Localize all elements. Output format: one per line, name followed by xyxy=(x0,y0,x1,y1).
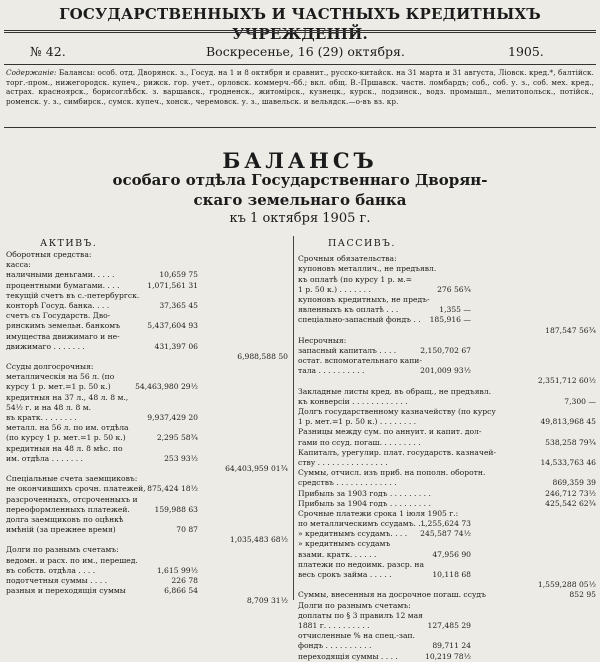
row-subtotal: 276 56¾ xyxy=(437,284,471,294)
balance-row xyxy=(298,611,596,621)
balance-row xyxy=(298,427,596,437)
row-subtotal: 245,587 74½ xyxy=(420,529,471,539)
row-subtotal: 226 78 xyxy=(171,576,198,585)
row-label: къ конверсіи . . . . . . . . . . . . xyxy=(298,396,408,406)
row-label: Прибыль за 1904 годъ . . . . . . . . . xyxy=(298,498,431,508)
row-label: процентными бумагами. . . . xyxy=(6,280,120,290)
column-divider xyxy=(293,236,294,600)
row-total: 187,547 56¾ xyxy=(545,325,596,335)
row-subtotal: 54,463,980 29½ xyxy=(135,382,198,392)
aktiv-column xyxy=(6,250,288,607)
balance-date: къ 1 октября 1905 г. xyxy=(229,211,371,226)
row-subtotal: 431,397 06 xyxy=(154,341,198,351)
row-label: Срочныя обязательства: xyxy=(298,254,397,264)
row-label: кредитныя на 48 л. 8 мѣс. по xyxy=(6,443,123,453)
row-label: остат. вспомогательнаго капи- xyxy=(298,356,422,366)
balance-row xyxy=(298,621,596,631)
balance-row xyxy=(298,244,596,254)
balance-row xyxy=(6,403,288,413)
row-label: платежи по недоимк. разср. на xyxy=(298,559,425,569)
aktiv-heading: АКТИВЪ. xyxy=(40,238,98,249)
row-subtotal: 1,355 — xyxy=(439,305,471,315)
row-subtotal: 37,365 45 xyxy=(159,300,198,310)
balance-row xyxy=(6,576,288,586)
balance-row xyxy=(6,484,288,494)
row-label: спеціально-запасный фондъ . . xyxy=(298,315,421,325)
row-label: конторѣ Госуд. банка. . . . xyxy=(6,300,110,310)
balance-title: БАЛАНСЪ xyxy=(222,148,378,173)
row-total: 14,533,763 46 xyxy=(540,457,596,467)
balance-row xyxy=(6,413,288,423)
row-label: (по курсу 1 р. мет.=1 р. 50 к.) xyxy=(6,433,126,443)
balance-row xyxy=(6,311,288,321)
row-label: Закладные листы кред. въ обращ., не предъявл. xyxy=(298,386,491,396)
balance-row xyxy=(6,362,288,372)
issue-rule xyxy=(4,64,596,65)
row-label: касса: xyxy=(6,260,31,270)
row-label: ству . . . . . . . . . . . . . . . xyxy=(298,457,388,467)
row-label: Долги по разнымъ счетамъ: xyxy=(6,545,119,555)
row-label: подотчетныя суммы . . . . xyxy=(6,576,107,585)
contents-rule xyxy=(4,127,596,128)
row-label: им. отдѣла . . . . . . . xyxy=(6,453,83,463)
balance-row xyxy=(6,281,288,291)
row-label: курсу 1 р. мет.=1 р. 50 к.) xyxy=(6,382,111,392)
balance-row xyxy=(6,566,288,576)
balance-row xyxy=(298,438,596,448)
row-subtotal: 253 93½ xyxy=(164,453,198,463)
row-label: переходящія суммы . . . . xyxy=(298,651,398,661)
balance-row xyxy=(298,560,596,570)
row-subtotal: 9,937,429 20 xyxy=(147,413,198,422)
row-label: не окончившихъ срочн. платежей, xyxy=(6,484,146,494)
balance-subtitle-line1: особаго отдѣла Государственнаго Дворян- xyxy=(112,171,488,189)
balance-row xyxy=(6,433,288,443)
issue-year: 1905. xyxy=(508,44,544,59)
row-label: тала . . . . . . . . . . xyxy=(298,366,365,376)
balance-row xyxy=(298,601,596,611)
balance-row xyxy=(6,515,288,525)
row-label: купоновъ кредитныхъ, не предъ- xyxy=(298,294,430,304)
balance-row xyxy=(6,505,288,515)
row-label: 1 р. 50 к.) . . . . . . . xyxy=(298,284,371,294)
row-subtotal: 127,485 29 xyxy=(427,620,471,630)
row-label: доплаты по § 3 правилъ 12 мая xyxy=(298,610,423,620)
balance-row xyxy=(298,254,596,264)
balance-row xyxy=(298,295,596,305)
balance-subtitle-line2: скаго земельнаго банка xyxy=(193,191,407,209)
row-subtotal: 185,916 — xyxy=(429,315,471,325)
row-label: Срочные платежи срока 1 іюля 1905 г.: xyxy=(298,508,459,518)
row-label: Суммы, внесенныя на досрочное погаш. ссудъ xyxy=(298,590,486,600)
row-label: гами по ссуд. погаш. . . . . . . . . xyxy=(298,437,421,447)
balance-row xyxy=(298,356,596,366)
balance-row xyxy=(298,539,596,549)
row-label: по металлическимъ ссудамъ. . . xyxy=(298,519,426,529)
row-total: 7,300 — xyxy=(564,396,596,406)
row-total: 246,712 73½ xyxy=(545,488,596,498)
balance-row xyxy=(298,407,596,417)
row-label: фондъ . . . . . . . . . . xyxy=(298,641,372,651)
contents-label: Содержаніе: xyxy=(6,68,57,77)
row-label: металлическія на 56 л. (по xyxy=(6,372,115,382)
balance-row xyxy=(298,529,596,539)
row-subtotal: 10,659 75 xyxy=(159,270,198,280)
balance-row xyxy=(6,444,288,454)
row-label: запасный капиталъ . . . . xyxy=(298,345,397,355)
balance-row xyxy=(298,509,596,519)
row-label: разныя и переходящія суммы xyxy=(6,586,126,596)
issue-date: Воскресенье, 16 (29) октября. xyxy=(206,44,405,59)
row-label: Разницы между сум. по аннуит. и капит. дол- xyxy=(298,427,482,437)
row-label: ведомн. и расх. по им., перешед. xyxy=(6,555,138,565)
row-label: средствъ . . . . . . . . . . . . . xyxy=(298,478,397,488)
row-total: 1,559,288 05½ xyxy=(537,580,596,590)
row-label: металл. на 56 л. по им. отдѣла xyxy=(6,423,129,433)
row-label: Долгъ государственному казначейству (по курсу xyxy=(298,407,496,416)
row-subtotal: 1,071,561 31 xyxy=(147,280,198,290)
balance-row xyxy=(6,535,288,545)
row-label: отчисленные % на спец.-зап. xyxy=(298,631,415,641)
row-label: Оборотныя средства: xyxy=(6,250,92,259)
balance-row xyxy=(298,458,596,468)
balance-row xyxy=(298,326,596,336)
issue-number: № 42. xyxy=(30,44,66,59)
row-label: Долги по разнымъ счетамъ: xyxy=(298,600,411,610)
row-label: Суммы, отчисл. изъ приб. на пополн. оборотн. xyxy=(298,468,486,478)
row-label: Несрочныя: xyxy=(298,335,347,345)
balance-row xyxy=(298,387,596,397)
balance-row xyxy=(6,596,288,606)
row-subtotal: 201,009 93½ xyxy=(420,366,471,376)
passiv-column xyxy=(298,244,596,662)
row-total: 6,988,588 50 xyxy=(237,351,288,361)
row-total: 869,359 39 xyxy=(552,478,596,488)
row-label: кредитныя на 37 л., 48 л. 8 м., xyxy=(6,392,129,402)
balance-row xyxy=(6,352,288,362)
row-subtotal: 70 87 xyxy=(176,525,198,535)
contents-text: Балансы: особ. отд. Дворянск. з., Госуд. на 1 и 8 октября и сравнит., русско-китайск. на 31 марта и 31 августа, Лiовск. кред.*, балтійск. торг.-пром., нижегородск. купеч., рижск. гор. учет., орловск. коммерч.-бб.; вкл. общ. В.-Пршавск. частн. ломбардъ; соб., соб. у. з., соб. мех. кред., астрах. красноярск., борисоглѣбск. з. варшавск., гродненск., житомірск., кузнецк., курск., лодзинск., водз. промышл., мелитопольск., потійск., роменск. у. з., симбирск., сумск. купеч., хонск., черемовск. у. з., шавельск. и вельядск.—о-въ вз. кр. xyxy=(6,68,594,106)
row-subtotal: 6,866 54 xyxy=(164,586,198,596)
row-label: текущій счетъ въ с.-петербургск. xyxy=(6,290,140,300)
row-total: 852 95 xyxy=(569,590,596,600)
row-total: 538,258 79¾ xyxy=(545,437,596,447)
row-label: Ссуды долгосрочныя: xyxy=(6,362,94,372)
balance-row xyxy=(6,495,288,505)
passiv-heading: ПАССИВЪ. xyxy=(328,238,396,249)
balance-subtitle xyxy=(0,170,600,210)
row-label: переоформленныхъ платежей. xyxy=(6,504,130,514)
row-total: 425,542 62¾ xyxy=(545,498,596,508)
row-label: Прибыль за 1903 годъ . . . . . . . . . xyxy=(298,488,431,498)
masthead: ГОСУДАРСТВЕННЫХЪ И ЧАСТНЫХЪ КРЕДИТНЫХЪ УЧРЕЖДЕНІЙ. xyxy=(59,5,541,43)
row-subtotal: 159,988 63 xyxy=(154,504,198,514)
balance-row xyxy=(298,489,596,499)
balance-row xyxy=(298,468,596,478)
row-label: разсроченныхъ, отсроченныхъ и xyxy=(6,494,138,504)
row-subtotal: 2,150,702 67 xyxy=(420,345,471,355)
masthead-rule xyxy=(4,30,596,31)
balance-row xyxy=(298,315,596,325)
balance-row xyxy=(6,393,288,403)
row-label: наличными деньгами. . . . . xyxy=(6,270,115,280)
row-subtotal: 5,437,604 93 xyxy=(147,321,198,331)
balance-row xyxy=(6,321,288,331)
balance-row xyxy=(298,264,596,274)
balance-row xyxy=(6,332,288,342)
row-subtotal: 10,219 78½ xyxy=(424,651,471,661)
balance-row xyxy=(6,474,288,484)
row-label: въ собств. отдѣла . . . . xyxy=(6,565,96,575)
row-label: взами. кратк. . . . . . xyxy=(298,549,377,559)
row-label: движимаго . . . . . . . xyxy=(6,341,85,351)
balance-row xyxy=(6,586,288,596)
row-label: Капиталъ, урегулир. плат. государств. казначей- xyxy=(298,447,497,457)
balance-row xyxy=(298,285,596,295)
balance-row xyxy=(298,397,596,407)
row-total: 2,351,712 60½ xyxy=(537,376,596,386)
row-label: счетъ съ Государств. Дво- xyxy=(6,311,111,321)
balance-row xyxy=(298,590,596,600)
row-label: въ кратк. . . . . . . . xyxy=(6,413,77,422)
balance-row xyxy=(298,366,596,376)
balance-row xyxy=(6,342,288,352)
row-subtotal: 2,295 58¾ xyxy=(156,433,198,443)
row-label: явленныхъ къ оплатѣ . . . xyxy=(298,305,399,315)
row-total: 49,813,968 45 xyxy=(540,417,596,427)
balance-row xyxy=(6,545,288,555)
balance-row xyxy=(6,372,288,382)
balance-row xyxy=(6,454,288,464)
row-label: » кредитнымъ ссудамъ xyxy=(298,539,391,549)
row-label: къ оплатѣ (по курсу 1 р. м.= xyxy=(298,274,413,284)
balance-row xyxy=(6,382,288,392)
balance-row xyxy=(298,275,596,285)
row-total: 8,709 31½ xyxy=(246,596,288,606)
balance-row xyxy=(298,417,596,427)
row-label: весь срокъ займа . . . . . xyxy=(298,570,392,579)
balance-row xyxy=(6,464,288,474)
balance-row xyxy=(6,291,288,301)
balance-row xyxy=(298,336,596,346)
balance-row xyxy=(298,652,596,662)
row-label: рянскимъ земельн. банкомъ xyxy=(6,321,121,331)
balance-row xyxy=(298,550,596,560)
balance-row xyxy=(6,556,288,566)
balance-row xyxy=(298,499,596,509)
row-subtotal: 89,711 24 xyxy=(432,641,471,651)
balance-row xyxy=(6,260,288,270)
issue-line xyxy=(0,44,600,62)
balance-row xyxy=(6,423,288,433)
row-label: » кредитнымъ ссудамъ. . . . xyxy=(298,529,408,539)
row-total: 64,403,959 01¾ xyxy=(225,463,288,473)
balance-row xyxy=(298,580,596,590)
balance-row xyxy=(298,448,596,458)
row-subtotal: 10,118 68 xyxy=(432,570,471,579)
row-label: долга заемщиковъ по оцѣнкѣ xyxy=(6,514,124,524)
balance-row xyxy=(298,305,596,315)
balance-row xyxy=(298,519,596,529)
row-total: 1,035,483 68½ xyxy=(229,535,288,545)
balance-row xyxy=(6,525,288,535)
row-subtotal: 1,255,624 73 xyxy=(420,519,471,529)
balance-row xyxy=(298,641,596,651)
balance-row xyxy=(298,478,596,488)
row-label: 1881 г. . . . . . . . . . xyxy=(298,620,370,630)
row-subtotal: 1,615 99½ xyxy=(156,565,198,575)
row-subtotal: 875,424 18½ xyxy=(147,484,198,494)
row-label: имущества движимаго и не- xyxy=(6,331,120,341)
balance-row xyxy=(6,301,288,311)
balance-row xyxy=(298,570,596,580)
balance-row xyxy=(298,376,596,386)
row-label: купоновъ металлич., не предъявл. xyxy=(298,264,437,274)
contents-block xyxy=(6,68,594,106)
balance-row xyxy=(6,250,288,260)
row-label: 1 р. мет.=1 р. 50 к.) . . . . . . . . xyxy=(298,417,417,427)
row-label: 54½ г. и на 48 л. 8 м. xyxy=(6,402,92,412)
row-subtotal: 47,956 90 xyxy=(432,549,471,559)
balance-row xyxy=(298,346,596,356)
masthead-rule-second xyxy=(4,32,596,33)
balance-row xyxy=(298,631,596,641)
balance-row xyxy=(6,270,288,280)
row-label: имѣній (за прежнее время) xyxy=(6,525,116,535)
row-label: Спеціальные счета заемщиковъ: xyxy=(6,474,138,484)
